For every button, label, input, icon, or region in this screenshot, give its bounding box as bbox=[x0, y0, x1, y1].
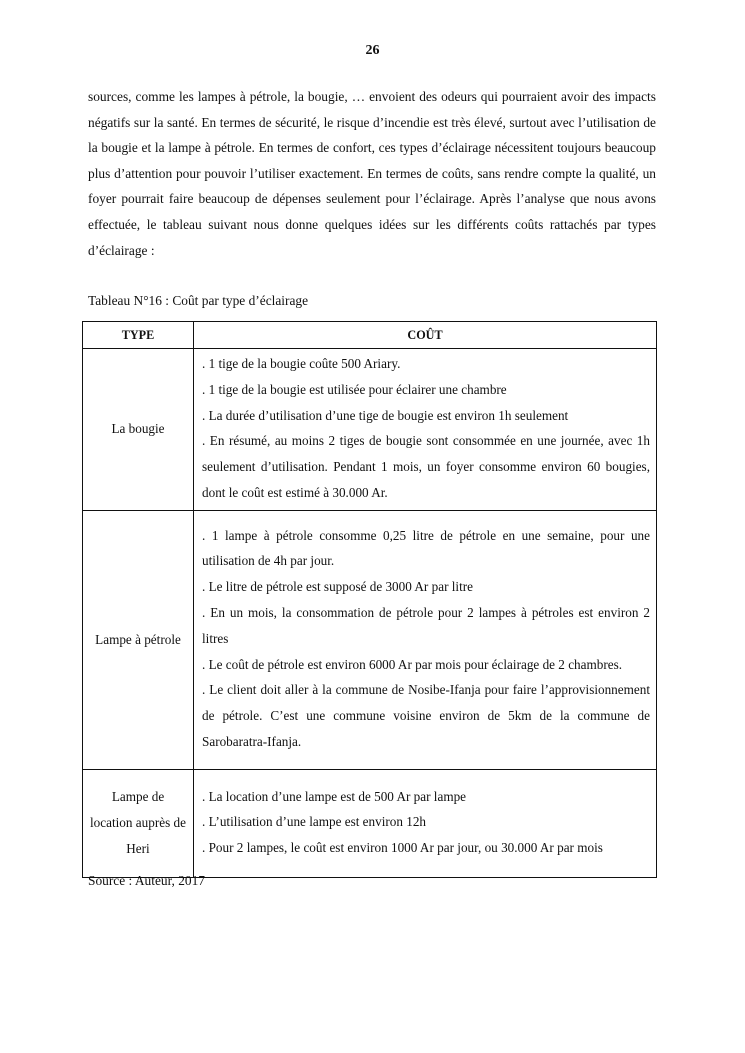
cost-line: . En un mois, la consommation de pétrole pour 2 lampes à pétroles est environ 2 litres bbox=[202, 605, 650, 646]
table-source: Source : Auteur, 2017 bbox=[88, 873, 205, 888]
row-cost-lampe-petrole bbox=[194, 510, 657, 769]
body-paragraph: sources, comme les lampes à pétrole, la bougie, … envoient des odeurs qui pourraient avoir des impacts négatifs sur la santé. En termes de sécurité, le risque d’incendie est très élevé, surtout avec l’utilisation de la bougie et la lampe à pétrole. En termes de confort, ces types d’éclairage nécessitent toujours beaucoup plus d’attention pour pouvoir l’utiliser exactement. En termes de coûts, sans rendre compte la qualité, un foyer pourrait faire beaucoup de dépenses seulement pour l’éclairage. Après l’analyse que nous avons effectuée, le tableau suivant nous donne quelques idées sur les différents coûts rattachés par types d’éclairage : bbox=[88, 89, 656, 258]
page-number: 26 bbox=[365, 43, 380, 58]
cost-line: . L’utilisation d’une lampe est environ 12h bbox=[202, 814, 427, 830]
cost-line: . Pour 2 lampes, le coût est environ 1000 Ar par jour, ou 30.000 Ar par mois bbox=[202, 840, 603, 856]
table-header-row bbox=[83, 322, 657, 349]
row-cost-bougie bbox=[194, 349, 657, 511]
cost-line: . En résumé, au moins 2 tiges de bougie sont consommée en une journée, avec 1h seulement d’utilisation. Pendant 1 mois, un foyer consomme environ 60 bougies, dont le coût est estimé à 30.000 Ar. bbox=[202, 433, 650, 500]
cost-line: . 1 tige de la bougie est utilisée pour éclairer une chambre bbox=[202, 381, 507, 397]
cost-line: . La location d’une lampe est de 500 Ar par lampe bbox=[202, 788, 467, 804]
cost-line: . 1 tige de la bougie coûte 500 Ariary. bbox=[202, 356, 401, 371]
header-type: TYPE bbox=[83, 322, 194, 349]
table-row bbox=[83, 769, 657, 877]
row-type-bougie: La bougie bbox=[83, 349, 194, 511]
table-row bbox=[83, 349, 657, 511]
table-caption: Tableau N°16 : Coût par type d’éclairage bbox=[88, 293, 309, 308]
row-cost-lampe-location bbox=[194, 769, 657, 877]
row-type-lampe-location: Lampe de location auprès de Heri bbox=[83, 769, 194, 877]
row-type-lampe-petrole: Lampe à pétrole bbox=[83, 510, 194, 769]
header-cost: COÛT bbox=[194, 322, 657, 349]
cost-line: . La durée d’utilisation d’une tige de bougie est environ 1h seulement bbox=[202, 407, 569, 423]
cost-line: . Le client doit aller à la commune de Nosibe-Ifanja pour faire l’approvisionnement de pétrole. C’est une commune voisine environ de 5km de la commune de Sarobaratra-Ifanja. bbox=[202, 682, 650, 750]
cost-line: . 1 lampe à pétrole consomme 0,25 litre de pétrole en une semaine, pour une utilisation de 4h par jour. bbox=[202, 527, 650, 569]
table-row bbox=[83, 510, 657, 769]
cost-table bbox=[82, 321, 657, 878]
cost-line: . Le litre de pétrole est supposé de 3000 Ar par litre bbox=[202, 579, 473, 595]
cost-line: . Le coût de pétrole est environ 6000 Ar par mois pour éclairage de 2 chambres. bbox=[202, 656, 623, 672]
